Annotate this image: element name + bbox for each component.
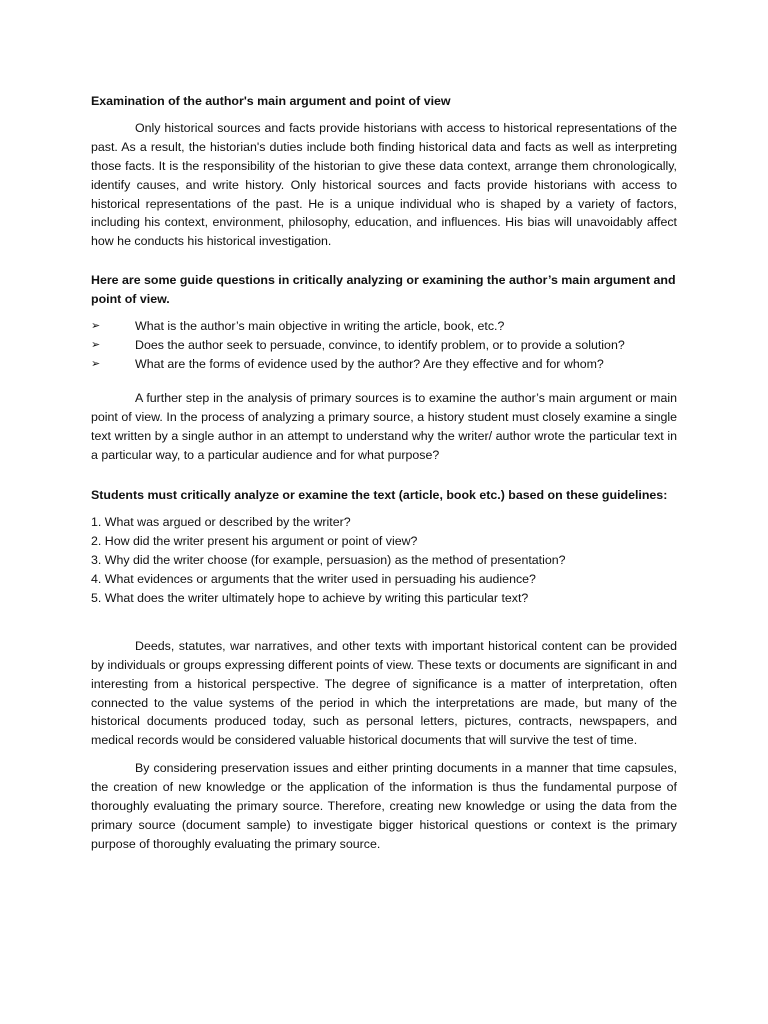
guide-question-text: What is the author’s main objective in writing the article, book, etc.? bbox=[135, 319, 505, 334]
paragraph-primary-source-analysis: A further step in the analysis of primary sources is to examine the author’s main argument or main point of view. In the process of analyzing a primary source, a history student must closely examine a single text written by a single author in an attempt to understand why the writer/ author wrote the particular text in a particular way, to a particular audience and for what purpose? bbox=[91, 390, 677, 462]
list-item: 1. What was argued or described by the writer? bbox=[91, 515, 351, 530]
guide-questions-list bbox=[91, 317, 677, 374]
list-item bbox=[91, 317, 677, 336]
guidelines-list bbox=[91, 513, 677, 608]
list-item: 5. What does the writer ultimately hope to achieve by writing this particular text? bbox=[91, 590, 529, 605]
list-item bbox=[91, 336, 677, 355]
list-item: 2. How did the writer present his argument or point of view? bbox=[91, 534, 418, 549]
section-heading-main-argument: Examination of the author's main argument and point of view bbox=[91, 94, 451, 108]
arrowhead-bullet-icon: ➢ bbox=[91, 320, 101, 333]
guide-question-text: Does the author seek to persuade, convince, to identify problem, or to provide a solution? bbox=[135, 337, 625, 352]
section-heading-guide-questions: Here are some guide questions in critically analyzing or examining the author’s main argument and point of view. bbox=[91, 273, 676, 307]
paragraph-historical-documents: Deeds, statutes, war narratives, and other texts with important historical content can be provided by individuals or groups expressing different points of view. These texts or documents are significant in and interesting from a historical perspective. The degree of significance is a matter of interpretation, often connected to the value systems of the period in which the interpretations are made, but many of the historical documents produced today, such as personal letters, pictures, contracts, newspapers, and medical records would be considered valuable historical documents that will survive the test of time. bbox=[91, 638, 677, 748]
arrowhead-bullet-icon: ➢ bbox=[91, 338, 101, 351]
list-item: 4. What evidences or arguments that the writer used in persuading his audience? bbox=[91, 572, 536, 587]
list-item bbox=[91, 355, 677, 374]
document-page bbox=[91, 92, 677, 854]
paragraph-historian-duties: Only historical sources and facts provide historians with access to historical representations of the past. As a result, the historian's duties include both finding historical data and facts as well as interpreting those facts. It is the responsibility of the historian to give these data context, arrange them chronologically, identify causes, and write history. Only historical sources and facts provide historians with access to historical representations of the past. He is a unique individual who is shaped by a variety of factors, including his context, environment, philosophy, education, and influences. His bias will unavoidably affect how he conducts his historical investigation. bbox=[91, 120, 677, 249]
guide-question-text: What are the forms of evidence used by the author? Are they effective and for whom? bbox=[135, 356, 604, 371]
paragraph-preservation-purpose: By considering preservation issues and either printing documents in a manner that time capsules, the creation of new knowledge or the application of the information is thus the fundamental purpose of thoroughly evaluating the primary source. Therefore, creating new knowledge or using the data from the primary source (document sample) to investigate bigger historical questions or context is the primary purpose of thoroughly evaluating the primary source. bbox=[91, 761, 677, 851]
arrowhead-bullet-icon: ➢ bbox=[91, 357, 101, 370]
section-heading-guidelines: Students must critically analyze or examine the text (article, book etc.) based on these guidelines: bbox=[91, 488, 668, 503]
list-item: 3. Why did the writer choose (for example, persuasion) as the method of presentation? bbox=[91, 553, 566, 568]
